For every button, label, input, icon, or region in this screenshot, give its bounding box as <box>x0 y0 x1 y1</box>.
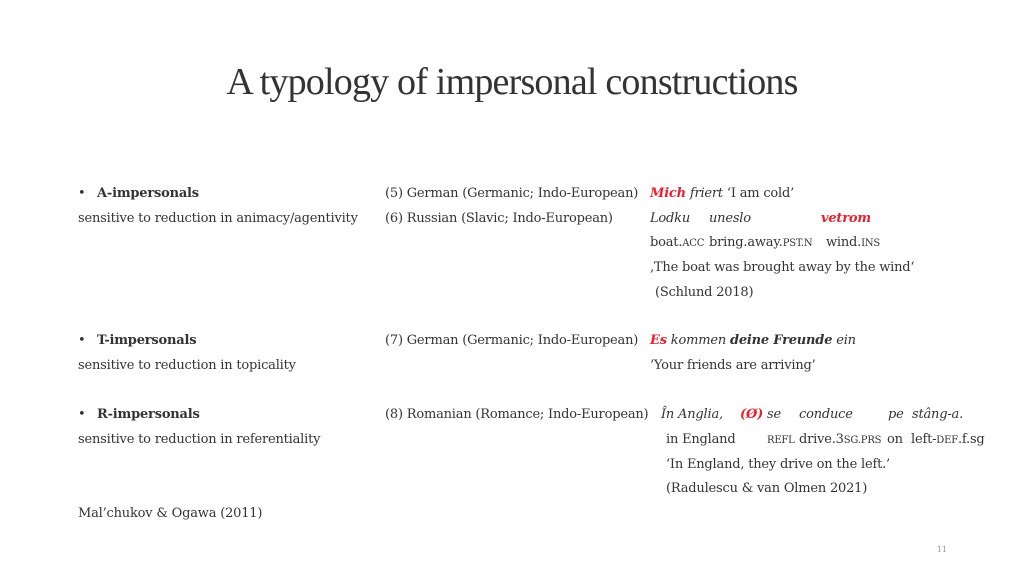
example-6-translation: ‚The boat was brought away by the wind‘ <box>650 260 915 275</box>
example-8-gloss-5: left-DEF.f.sg <box>911 432 985 447</box>
example-8-gloss-2: REFL <box>767 435 795 446</box>
example-8-word-3: se <box>767 407 781 422</box>
r-impersonals-heading: R-impersonals <box>97 407 200 422</box>
example-8-label: (8) Romanian (Romance; Indo-European) <box>385 407 649 422</box>
example-5-sentence: Mich friert ‘I am cold’ <box>650 186 795 201</box>
example-8-word-5: pe <box>888 407 904 422</box>
example-6-gloss-2: bring.away.PST.N <box>709 235 813 250</box>
example-6-gloss-3: wind.INS <box>826 235 881 250</box>
example-7-sentence: Es kommen deine Freunde ein <box>650 333 856 348</box>
example-8-word-4: conduce <box>799 407 853 422</box>
example-5-label: (5) German (Germanic; Indo-European) <box>385 186 639 201</box>
citation: Mal’chukov & Ogawa (2011) <box>78 506 263 521</box>
example-6-word-1: Lodku <box>650 211 691 226</box>
example-8-word-6: stâng-a. <box>912 407 964 422</box>
r-impersonals-description: sensitive to reduction in referentiality <box>78 432 321 447</box>
slide-title: A typology of impersonal constructions <box>226 61 798 103</box>
example-6-label: (6) Russian (Slavic; Indo-European) <box>385 211 613 226</box>
example-6-word-3: vetrom <box>821 211 871 226</box>
example-8-gloss-1: in England <box>666 432 736 447</box>
example-6-word-2: uneslo <box>709 211 751 226</box>
example-8-word-1: În Anglia, <box>661 407 723 422</box>
example-6-gloss-1: boat.ACC <box>650 235 705 250</box>
example-7-translation: ‘Your friends are arriving’ <box>650 358 816 373</box>
example-8-gloss-4: on <box>887 432 903 447</box>
t-impersonals-heading: T-impersonals <box>97 333 197 348</box>
example-8-translation: ‘In England, they drive on the left.’ <box>666 457 890 472</box>
example-6-source: (Schlund 2018) <box>655 285 754 300</box>
bullet-icon: • <box>78 407 86 422</box>
example-8-source: (Radulescu & van Olmen 2021) <box>666 481 868 496</box>
a-impersonals-description: sensitive to reduction in animacy/agentivity <box>78 211 358 226</box>
t-impersonals-description: sensitive to reduction in topicality <box>78 358 296 373</box>
bullet-icon: • <box>78 333 86 348</box>
bullet-icon: • <box>78 186 86 201</box>
page-number: 11 <box>936 545 947 554</box>
example-7-label: (7) German (Germanic; Indo-European) <box>385 333 639 348</box>
example-8-gloss-3: drive.3SG.PRS <box>799 432 882 447</box>
example-8-word-2: (Ø) <box>740 407 764 422</box>
a-impersonals-heading: A-impersonals <box>97 186 199 201</box>
